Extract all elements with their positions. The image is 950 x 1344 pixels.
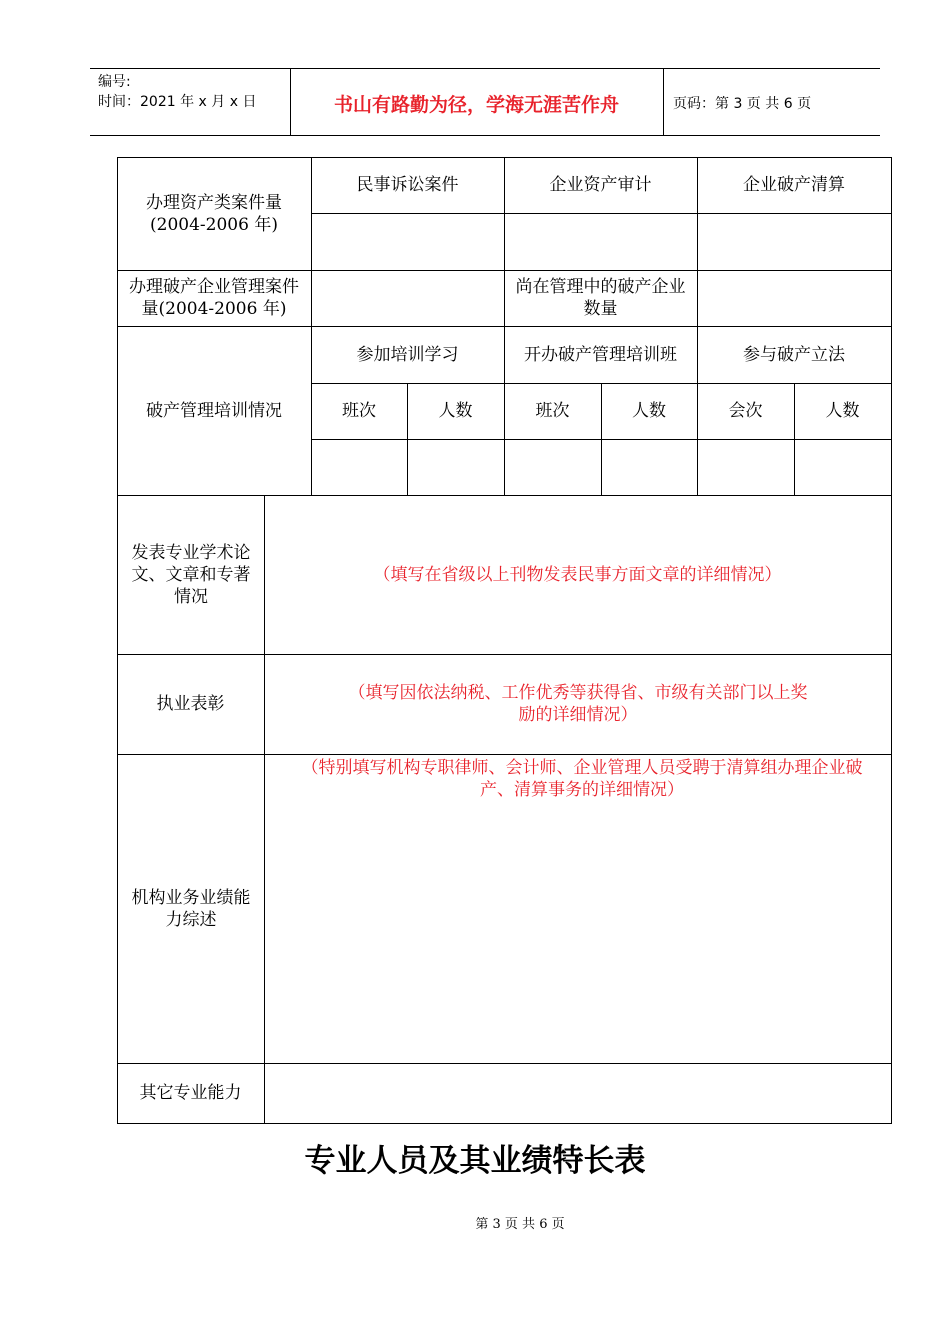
training-subcol: 班次 xyxy=(342,401,376,421)
training-subcol: 会次 xyxy=(728,401,763,421)
table-line xyxy=(891,157,892,1124)
header-top-rule xyxy=(90,68,880,69)
training-group-host: 开办破产管理培训班 xyxy=(524,344,677,365)
number-label: 编号: xyxy=(98,74,131,90)
training-subcol: 人数 xyxy=(438,401,473,421)
input-training-value[interactable] xyxy=(601,439,697,495)
input-training-value[interactable] xyxy=(504,439,601,495)
header-info xyxy=(98,72,256,112)
input-training-value[interactable] xyxy=(697,439,794,495)
input-pending-enterprises[interactable] xyxy=(697,270,891,326)
col-bankruptcy-liquidation: 企业破产清算 xyxy=(743,175,845,195)
training-subcol: 人数 xyxy=(825,401,860,421)
input-other[interactable] xyxy=(264,1063,891,1123)
input-bankruptcy-liquidation[interactable] xyxy=(697,213,891,270)
publications-label: 发表专业学术论文、文章和专著情况 xyxy=(131,542,251,607)
table-line xyxy=(117,1123,892,1124)
bankruptcy-cases-label: 办理破产企业管理案件量(2004-2006 年) xyxy=(129,277,299,319)
col-civil-litigation: 民事诉讼案件 xyxy=(356,175,459,195)
summary-hint[interactable]: （特别填写机构专职律师、会计师、企业管理人员受聘于清算组办理企业破产、清算事务的详细情况） xyxy=(301,758,863,800)
header-motto: 书山有路勤为径，学海无涯苦作舟 xyxy=(333,94,619,116)
training-group-attend: 参加培训学习 xyxy=(356,344,459,365)
header-divider xyxy=(663,68,664,136)
input-bankruptcy-cases[interactable] xyxy=(311,270,504,326)
page-footer: 第 3 页 共 6 页 xyxy=(475,1217,565,1232)
pending-enterprises-label: 尚在管理中的破产企业数量 xyxy=(515,277,686,319)
training-subcol: 班次 xyxy=(535,401,570,421)
page-header xyxy=(90,68,880,136)
header-bottom-rule xyxy=(90,135,880,136)
header-page-label: 页码：第 3 页 共 6 页 xyxy=(673,96,812,112)
input-training-value[interactable] xyxy=(311,439,407,495)
page-title: 专业人员及其业绩特长表 xyxy=(304,1143,646,1179)
commendation-hint[interactable]: （填写因依法纳税、工作优秀等获得省、市级有关部门以上奖励的详细情况） xyxy=(348,683,808,725)
training-group-legislation: 参与破产立法 xyxy=(743,344,845,365)
input-training-value[interactable] xyxy=(407,439,504,495)
summary-label: 机构业务业绩能力综述 xyxy=(131,887,251,930)
training-label: 破产管理培训情况 xyxy=(146,400,282,421)
asset-cases-label: 办理资产类案件量(2004-2006 年) xyxy=(146,192,282,235)
time-label: 时间：2021 年 x 月 x 日 xyxy=(98,94,257,110)
input-asset-audit[interactable] xyxy=(504,213,697,270)
training-subcol: 人数 xyxy=(632,401,666,421)
other-label: 其它专业能力 xyxy=(139,1083,242,1103)
publications-hint[interactable]: （填写在省级以上刊物发表民事方面文章的详细情况） xyxy=(373,564,782,585)
col-asset-audit: 企业资产审计 xyxy=(549,175,652,195)
input-civil-litigation[interactable] xyxy=(311,213,504,270)
commendation-label: 执业表彰 xyxy=(156,694,225,714)
form-table xyxy=(117,157,892,1124)
input-training-value[interactable] xyxy=(794,439,891,495)
table-line xyxy=(117,157,118,1124)
